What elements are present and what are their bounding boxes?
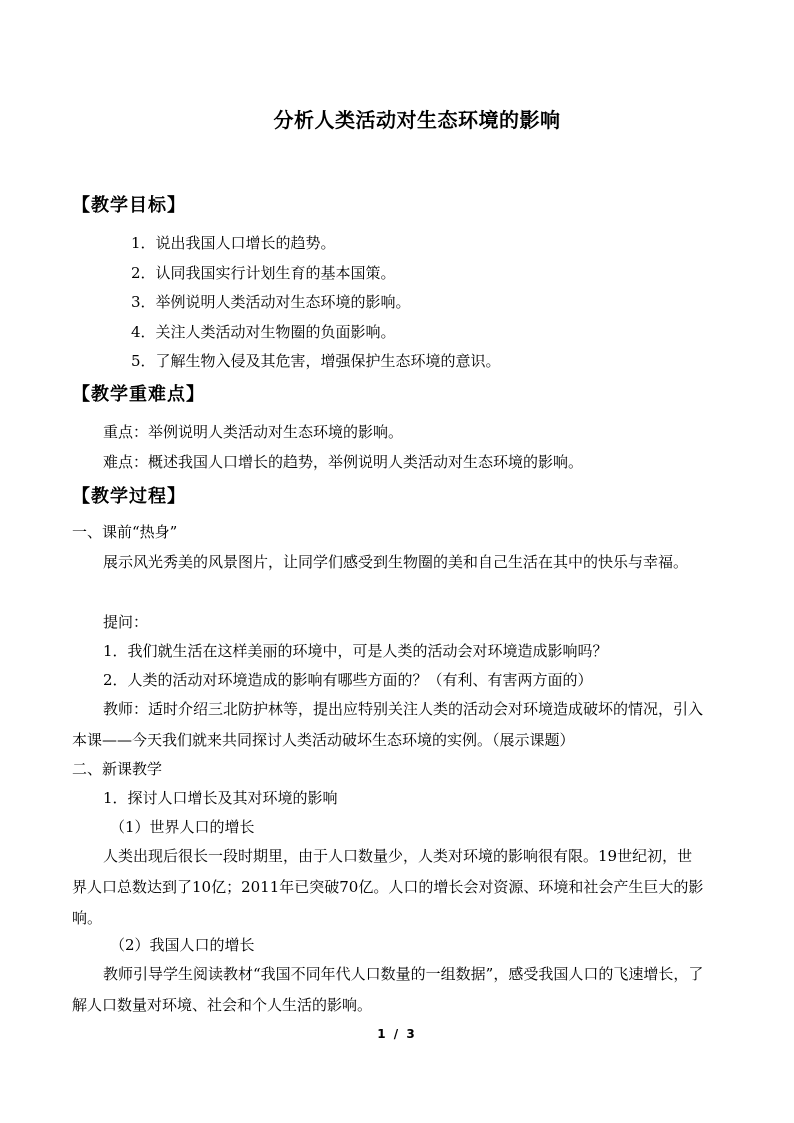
- objective-item: 1．说出我国人口增长的趋势。: [131, 234, 336, 252]
- process-heading: 【教学过程】: [72, 486, 186, 507]
- page-title: 分析人类活动对生态环境的影响: [273, 108, 561, 132]
- objective-item: 4．关注人类活动对生物圈的负面影响。: [131, 323, 396, 341]
- questions-label: 提问：: [103, 613, 149, 631]
- sub2-paragraph: 教师引导学生阅读教材“我国不同年代人口数量的一组数据”，感受我国人口的飞速增长，了解人口数量对环境、社会和个人生活的影响。: [72, 965, 704, 1014]
- sub1-paragraph: 人类出现后很长一段时期里，由于人口数量少，人类对环境的影响很有限。19世纪初，世界人口总数达到了10亿；2011年已突破70亿。人口的增长会对资源、环境和社会产生巨大的影响。: [72, 847, 704, 927]
- topic1-title: 1．探讨人口增长及其对环境的影响: [103, 789, 338, 807]
- objectives-heading: 【教学目标】: [72, 195, 186, 216]
- teacher-intro: 教师：适时介绍三北防护林等，提出应特别关注人类的活动会对环境造成破坏的情况，引入本课——今天我们就来共同探讨人类活动破坏生态环境的实例。（展示课题）: [72, 700, 704, 749]
- objective-item: 5．了解生物入侵及其危害，增强保护生态环境的意识。: [131, 352, 501, 370]
- subsection-title: （2）我国人口的增长: [110, 936, 255, 954]
- focus-text: 重点：举例说明人类活动对生态环境的影响。: [103, 423, 404, 441]
- objective-item: 3．举例说明人类活动对生态环境的影响。: [131, 293, 411, 311]
- objective-item: 2．认同我国实行计划生育的基本国策。: [131, 264, 396, 282]
- difficulty-text: 难点：概述我国人口增长的趋势，举例说明人类活动对生态环境的影响。: [103, 453, 584, 471]
- question-item: 2．人类的活动对环境造成的影响有哪些方面的？（有利、有害两方面的）: [103, 671, 593, 689]
- part1-intro: 展示风光秀美的风景图片，让同学们感受到生物圈的美和自己生活在其中的快乐与幸福。: [103, 553, 689, 571]
- part1-title: 一、课前“热身”: [72, 523, 178, 541]
- page-number: 1 / 3: [377, 1027, 417, 1041]
- question-item: 1．我们就生活在这样美丽的环境中，可是人类的活动会对环境造成影响吗？: [103, 642, 608, 660]
- subsection-title: （1）世界人口的增长: [110, 818, 255, 836]
- part2-title: 二、新课教学: [72, 760, 163, 778]
- key-points-heading: 【教学重难点】: [72, 384, 205, 405]
